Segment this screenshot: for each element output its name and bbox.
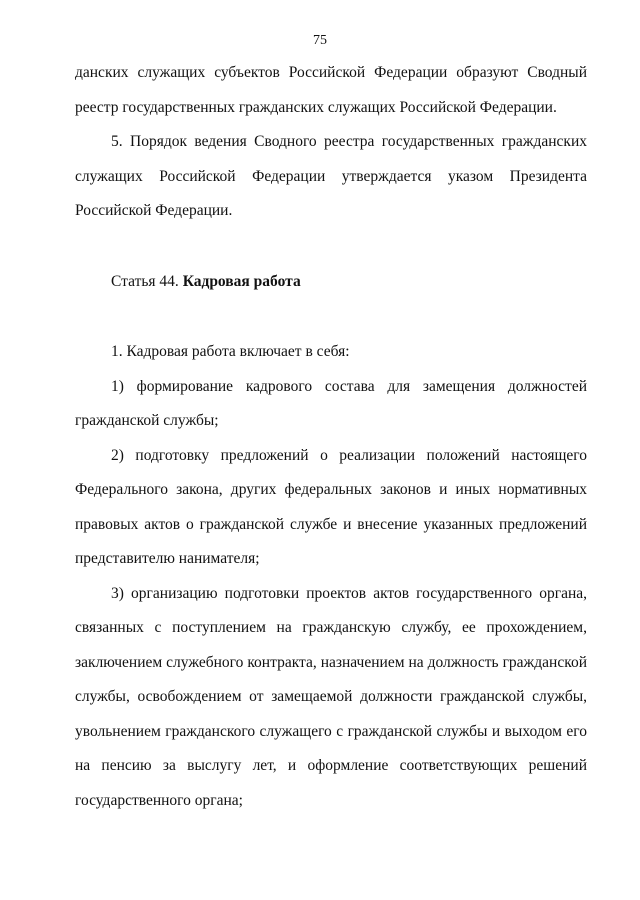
- paragraph-continuation: данских служащих субъектов Российской Федерации образуют Сводный реестр государственных гражданских служащих Российской Федерации.: [75, 64, 587, 116]
- paragraph-item-1: 1. Кадровая работа включает в себя:: [111, 343, 350, 360]
- article-heading: [75, 265, 587, 300]
- document-body: [75, 56, 587, 818]
- paragraph-item-5: 5. Порядок ведения Сводного реестра государственных гражданских служащих Российской Федерации утверждается указом Президента Российской Федерации.: [75, 133, 587, 219]
- spacer: [75, 229, 587, 265]
- list-item-2: 2) подготовку предложений о реализации положений настоящего Федерального закона, других федеральных законов и иных нормативных правовых актов о гражданской службе и внесение указанных предложений представителю нанимателя;: [75, 446, 587, 567]
- article-title: Кадровая работа: [182, 272, 301, 290]
- article-prefix: Статья 44.: [111, 272, 183, 290]
- list-item-1: 1) формирование кадрового состава для замещения должностей гражданской службы;: [75, 377, 587, 429]
- list-item-3: 3) организацию подготовки проектов актов государственного органа, связанных с поступлением на гражданскую службу, ее прохождением, заключением служебного контракта, назначением на должность гражданской службы, освобождением от замещаемой должности гражданской службы, увольнением гражданского служащего с гражданской службы и выходом его на пенсию за выслугу лет, и оформление соответствующих решений государственного органа;: [75, 584, 587, 809]
- spacer: [75, 299, 587, 335]
- page-number: 75: [313, 33, 327, 48]
